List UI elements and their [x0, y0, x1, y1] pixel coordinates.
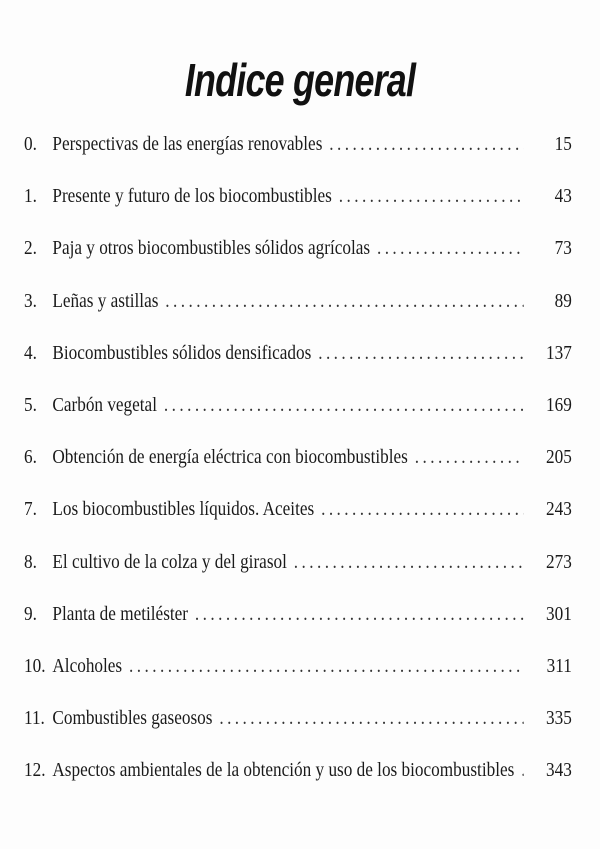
toc-entry-page: 343 — [546, 759, 572, 782]
toc-entry-title: Perspectivas de las energías renovables — [52, 133, 323, 155]
page-title: Indice general — [184, 53, 416, 106]
dot-leader — [377, 237, 524, 260]
toc-entry — [24, 707, 572, 759]
toc-entry-number: 0. — [24, 133, 37, 155]
toc-entry-title: Planta de metiléster — [52, 602, 189, 625]
dot-leader — [329, 133, 523, 156]
toc-entry — [24, 759, 572, 811]
toc-entry — [24, 290, 572, 342]
toc-entry-title: Combustibles gaseosos — [52, 707, 213, 730]
toc-entry-title: Alcoholes — [52, 654, 123, 677]
dot-leader — [415, 446, 524, 469]
toc-entry-title: Paja y otros biocombustibles sólidos agrícolas — [52, 237, 371, 260]
dot-leader — [321, 498, 524, 521]
toc-entry-number: 5. — [24, 393, 37, 416]
toc-entry — [24, 655, 572, 707]
toc-entry-number: 12. — [24, 759, 46, 782]
toc-entry — [24, 237, 572, 289]
toc-entry-number: 6. — [24, 446, 37, 469]
toc-entry — [24, 394, 572, 446]
dot-leader — [219, 707, 523, 730]
toc-entry — [24, 342, 572, 394]
toc-entry-page: 311 — [546, 654, 572, 677]
toc-entry-title: Biocombustibles sólidos densificados — [52, 341, 312, 364]
toc-entry-title: Presente y futuro de los biocombustibles — [52, 185, 332, 208]
toc-entry-page: 73 — [554, 237, 572, 260]
toc-entry-title: Carbón vegetal — [52, 393, 157, 416]
toc-entry-title: Leñas y astillas — [52, 289, 159, 312]
dot-leader — [294, 551, 524, 574]
toc-entry-number: 11. — [24, 707, 45, 730]
dot-leader — [129, 655, 524, 678]
toc-entry-number: 9. — [24, 602, 37, 625]
toc-entry-page: 15 — [554, 133, 572, 155]
toc-entry-page: 89 — [554, 289, 572, 312]
toc-entry-number: 1. — [24, 185, 37, 208]
toc-entry-number: 10. — [24, 654, 46, 677]
toc-entry-number: 3. — [24, 289, 37, 312]
dot-leader — [318, 342, 523, 365]
dot-leader — [339, 185, 524, 208]
toc-entry-page: 273 — [546, 550, 572, 573]
toc-entry-number: 2. — [24, 237, 37, 260]
dot-leader — [165, 290, 523, 313]
toc-entry-number: 7. — [24, 498, 37, 521]
toc-entry-title: El cultivo de la colza y del girasol — [52, 550, 287, 573]
table-of-contents — [24, 133, 572, 811]
toc-entry — [24, 603, 572, 655]
toc-entry-title: Los biocombustibles líquidos. Aceites — [52, 498, 315, 521]
toc-entry-number: 8. — [24, 550, 37, 573]
dot-leader — [195, 603, 524, 626]
toc-entry-number: 4. — [24, 341, 37, 364]
toc-entry-title: Obtención de energía eléctrica con biocombustibles — [52, 446, 408, 469]
toc-entry-page: 169 — [546, 393, 572, 416]
toc-entry — [24, 551, 572, 603]
toc-entry-page: 243 — [546, 498, 572, 521]
toc-entry-title: Aspectos ambientales de la obtención y uso de los biocombustibles — [52, 759, 515, 782]
toc-entry-page: 137 — [546, 341, 572, 364]
toc-entry — [24, 498, 572, 550]
toc-entry — [24, 446, 572, 498]
toc-entry-page: 335 — [546, 707, 572, 730]
toc-entry-page: 301 — [546, 602, 572, 625]
toc-entry-page: 205 — [546, 446, 572, 469]
toc-entry — [24, 133, 572, 185]
dot-leader — [164, 394, 524, 417]
toc-entry — [24, 185, 572, 237]
toc-entry-page: 43 — [554, 185, 572, 208]
